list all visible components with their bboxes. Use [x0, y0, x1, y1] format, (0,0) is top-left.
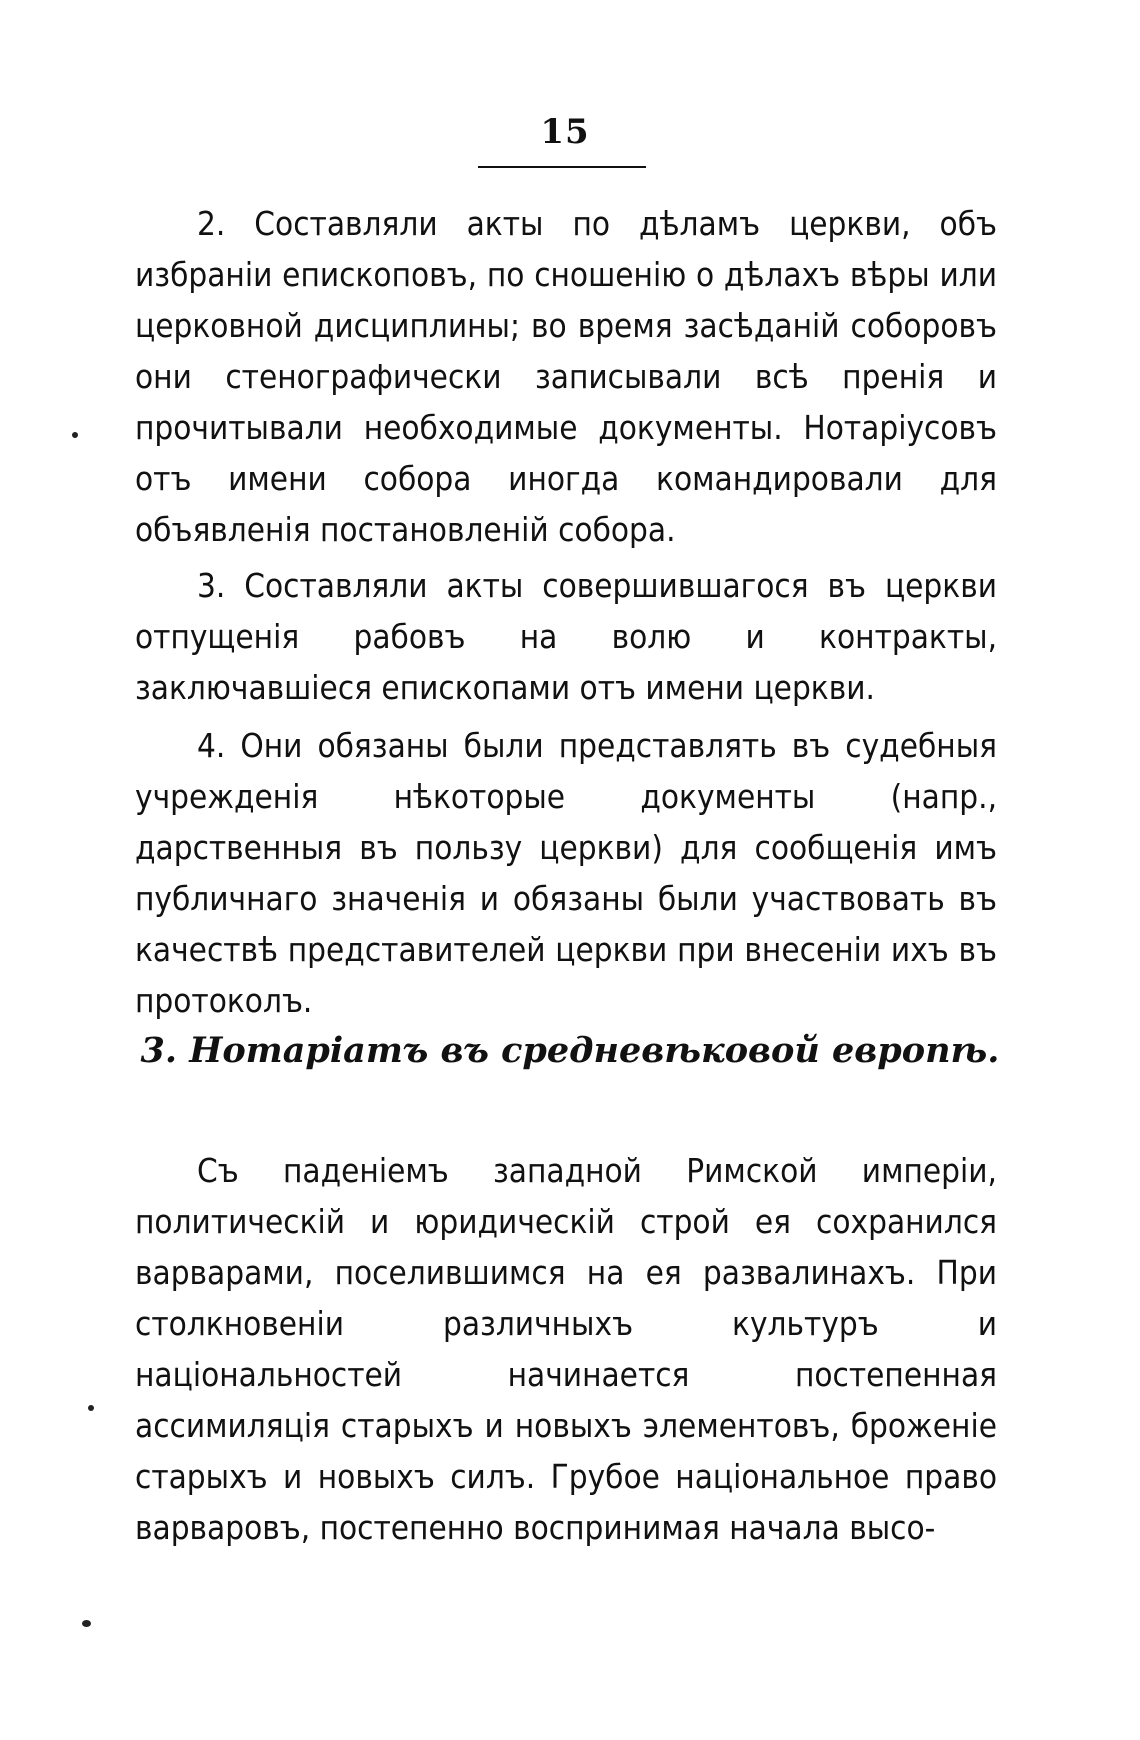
page-number-rule [478, 166, 646, 168]
paragraph-4: 4. Они обязаны были представлять въ судебныя учрежденія нѣкоторые документы (напр., дарственныя въ пользу церкви) для сообщенія имъ публичнаго значенія и обязаны были участвовать въ качествѣ представителей церкви при внесеніи ихъ въ протоколъ. [135, 726, 997, 1020]
page-number: 15 [540, 112, 590, 152]
ink-speck [72, 432, 78, 438]
paragraph-3: 3. Составляли акты совершившагося въ церкви отпущенія рабовъ на волю и контракты, заключавшіеся епископами отъ имени церкви. [135, 566, 997, 707]
ink-speck [82, 1620, 91, 1627]
section-heading: 3. Нотаріатъ въ средневѣковой европѣ. [140, 1030, 1000, 1071]
section-paragraph: Съ паденіемъ западной Римской имперіи, политическій и юридическій строй ея сохранился варварами, поселившимся на ея развалинахъ. При столкновеніи различныхъ культуръ и національностей начинается постепенная ассимиляція старыхъ и новыхъ элементовъ, броженіе старыхъ и новыхъ силъ. Грубое національное право варваровъ, постепенно воспринимая начала высо- [135, 1151, 997, 1547]
ink-speck [88, 1405, 94, 1411]
paragraph-2: 2. Составляли акты по дѣламъ церкви, объ избраніи епископовъ, по сношенію о дѣлахъ вѣры или церковной дисциплины; во время засѣданій соборовъ они стенографически записывали всѣ пренія и прочитывали необходимые документы. Нотаріусовъ отъ имени собора иногда командировали для объявленія постановленій собора. [135, 204, 997, 549]
